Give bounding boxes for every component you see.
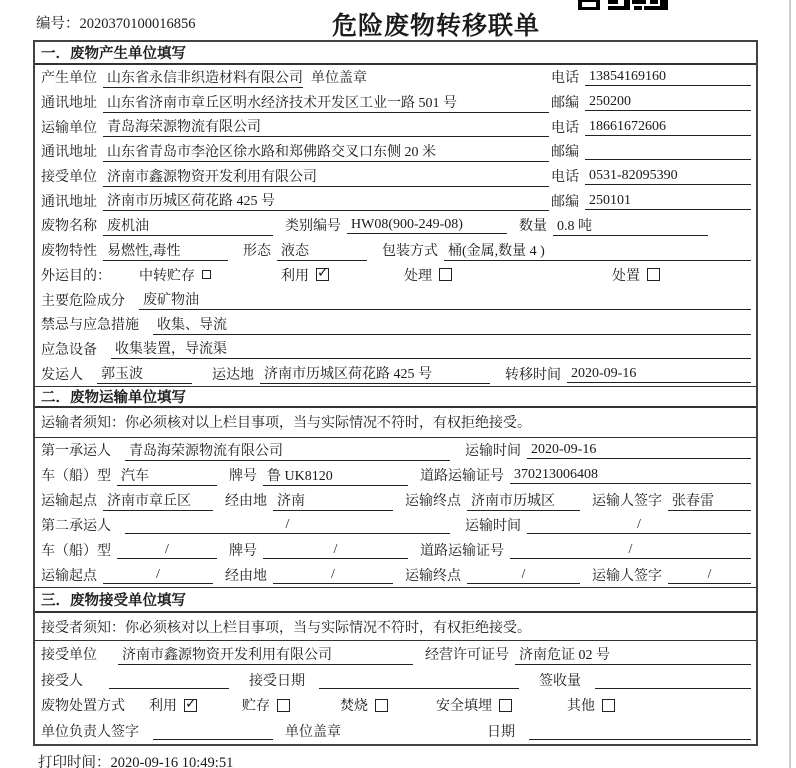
license-label: 道路运输证号: [420, 469, 504, 485]
checkbox-other: [602, 699, 615, 712]
field-value: 郭玉波: [97, 363, 192, 384]
plate-label: 牌号: [229, 544, 257, 560]
qty-value: 0.8 吨: [553, 215, 708, 236]
field-value: 山东省永信非织造材料有限公司: [103, 67, 303, 88]
field-value: 易燃性,毒性: [103, 240, 228, 261]
field-value: 废矿物油: [139, 289, 751, 310]
field-value: 山东省济南市章丘区明水经济技术开发区工业一路 501 号: [103, 92, 549, 113]
option-label: 处理: [404, 268, 432, 284]
row-accept-unit: [35, 641, 756, 667]
phone-value: 13854169160: [585, 68, 751, 86]
field-label: 发运人: [41, 367, 83, 383]
row-emergency-measures: [35, 312, 756, 337]
option-label: 利用: [281, 268, 309, 284]
checkbox-store: [277, 699, 290, 712]
print-time: [38, 751, 233, 768]
field-label: 接受单位: [41, 648, 97, 664]
via-label: 经由地: [225, 568, 267, 584]
row-shipper: [35, 361, 756, 386]
license-label: 道路运输证号: [420, 544, 504, 560]
doc-number-label: 编号：: [36, 16, 80, 32]
field-value: 济南市鑫源物资开发利用有限公司: [118, 644, 413, 665]
field-value: /: [117, 541, 217, 559]
row-emergency-equipment: [35, 337, 756, 362]
form-value: 液态: [277, 240, 367, 261]
dest-value: 济南市历城区荷花路 425 号: [260, 363, 490, 384]
field-label: 废物处置方式: [41, 699, 125, 715]
zip-label: 邮编: [551, 96, 579, 112]
section1-header: 一．废物产生单位填写: [35, 42, 756, 65]
end-label: 运输终点: [405, 568, 461, 584]
section3-notice: 接受者须知：你必须核对以上栏目事项，当与实际情况不符时，有权拒绝接受。: [35, 613, 756, 641]
row-first-carrier: [35, 438, 756, 463]
time-value: 2020-09-16: [527, 441, 751, 459]
option-dispose: [612, 265, 660, 285]
checkbox-dispose: [647, 268, 660, 281]
option-label: 焚烧: [340, 699, 368, 715]
sign-label: 运输人签字: [592, 568, 662, 584]
code-label: 类别编号: [285, 219, 341, 235]
field-label: 通讯地址: [41, 96, 97, 112]
row-receiver: [35, 164, 756, 189]
row-second-carrier: [35, 513, 756, 538]
qr-code-fragment: [578, 0, 668, 10]
field-label: 外运目的：: [41, 268, 111, 284]
dest-label: 运达地: [212, 367, 254, 383]
time-value: 2020-09-16: [567, 365, 751, 383]
row-disposal-method: [35, 693, 756, 719]
option-utilize: [149, 695, 197, 715]
field-label: 废物特性: [41, 244, 97, 260]
field-label: 第一承运人: [41, 444, 111, 460]
sign-value: 张春雷: [668, 490, 751, 511]
page-edge-line: [789, 0, 791, 768]
phone-label: 电话: [551, 71, 579, 87]
section3-rows: [35, 641, 756, 744]
row-route-1: [35, 488, 756, 513]
end-value: 济南市历城区: [467, 490, 580, 511]
checkbox-utilize: [316, 268, 329, 281]
phone-label: 电话: [551, 120, 579, 136]
page-title: 危险废物转移联单: [332, 12, 541, 40]
field-value: 收集、导流: [153, 314, 751, 335]
seal-label: 单位盖章: [285, 725, 341, 741]
field-value: 济南市鑫源物资开发利用有限公司: [103, 166, 549, 187]
field-label: 禁忌与应急措施: [41, 318, 139, 334]
field-value: 青岛海荣源物流有限公司: [103, 116, 549, 137]
option-label: 贮存: [242, 699, 270, 715]
zip-value: 250200: [585, 93, 751, 111]
field-value: 青岛海荣源物流有限公司: [125, 440, 450, 461]
row-vehicle-2: [35, 538, 756, 563]
row-responsible-signature: [35, 718, 756, 744]
field-value: /: [125, 516, 450, 534]
field-label: 车（船）型: [41, 469, 111, 485]
license-label: 经营许可证号: [425, 648, 509, 664]
field-label: 单位负责人签字: [41, 725, 139, 741]
option-landfill: [436, 695, 512, 715]
via-value: 济南: [273, 490, 393, 511]
option-transfer-storage: [139, 265, 211, 285]
field-label: 产生单位: [41, 71, 97, 87]
code-value: HW08(900-249-08): [347, 216, 507, 234]
option-store: [242, 695, 290, 715]
field-label: 接受单位: [41, 170, 97, 186]
checkbox-utilize: [184, 699, 197, 712]
option-label: 处置: [612, 268, 640, 284]
license-value: /: [510, 541, 751, 559]
checkbox-transfer-storage: [202, 270, 211, 279]
license-value: 370213006408: [510, 466, 751, 484]
field-label: 运输起点: [41, 568, 97, 584]
field-label: 主要危险成分: [41, 293, 125, 309]
phone-value: 18661672606: [585, 118, 751, 136]
row-receiver-address: [35, 188, 756, 213]
print-time-label: 打印时间：: [38, 755, 111, 768]
time-value: /: [527, 516, 751, 534]
seal-label: 单位盖章: [311, 71, 367, 87]
row-waste-traits: [35, 238, 756, 263]
option-label: 中转贮存: [139, 268, 195, 284]
row-vehicle-1: [35, 463, 756, 488]
section2-header: 二．废物运输单位填写: [35, 386, 756, 408]
pack-label: 包装方式: [382, 244, 438, 260]
field-value: 汽车: [117, 465, 217, 486]
zip-value: [585, 142, 751, 160]
field-label: 应急设备: [41, 342, 97, 358]
field-value: 山东省青岛市李沧区徐水路和郑佛路交叉口东侧 20 米: [103, 141, 549, 162]
field-label: 接受人: [41, 673, 83, 689]
option-other: [567, 695, 615, 715]
field-value: [109, 671, 229, 689]
doc-number-value: 2020370100016856: [79, 16, 196, 32]
field-label: 废物名称: [41, 219, 97, 235]
field-label: 运输单位: [41, 120, 97, 136]
section2-notice: 运输者须知：你必须核对以上栏目事项，当与实际情况不符时，有权拒绝接受。: [35, 408, 756, 438]
doc-number: [36, 12, 196, 33]
row-waste-name: [35, 213, 756, 238]
field-label: 通讯地址: [41, 145, 97, 161]
row-hazard-component: [35, 287, 756, 312]
date-value: [529, 722, 751, 740]
qty-value: [595, 671, 751, 689]
section3-header: 三．废物接受单位填写: [35, 587, 756, 613]
field-label: 第二承运人: [41, 519, 111, 535]
print-time-value: 2020-09-16 10:49:51: [110, 755, 234, 768]
row-transfer-purpose: [35, 263, 756, 288]
checkbox-landfill: [499, 699, 512, 712]
field-value: [153, 722, 273, 740]
field-label: 车（船）型: [41, 544, 111, 560]
end-value: /: [467, 566, 580, 584]
sign-value: /: [668, 566, 751, 584]
date-label: 日期: [487, 725, 515, 741]
row-route-2: [35, 563, 756, 588]
section1-rows: [35, 65, 756, 386]
field-value: 济南市章丘区: [103, 490, 213, 511]
qty-label: 数量: [519, 219, 547, 235]
form-label: 形态: [243, 244, 271, 260]
zip-label: 邮编: [551, 194, 579, 210]
option-label: 安全填埋: [436, 699, 492, 715]
plate-value: 鲁 UK8120: [263, 465, 408, 486]
date-label: 接受日期: [249, 673, 305, 689]
option-utilize: [281, 265, 329, 285]
field-label: 运输起点: [41, 494, 97, 510]
checkbox-incinerate: [375, 699, 388, 712]
qty-label: 签收量: [539, 673, 581, 689]
checkbox-treat: [439, 268, 452, 281]
phone-value: 0531-82095390: [585, 167, 751, 185]
phone-label: 电话: [551, 170, 579, 186]
field-value: 济南市历城区荷花路 425 号: [103, 190, 549, 211]
row-producer-address: [35, 90, 756, 115]
row-acceptor: [35, 667, 756, 693]
option-label: 利用: [149, 699, 177, 715]
date-value: [319, 671, 519, 689]
plate-value: /: [263, 541, 408, 559]
zip-label: 邮编: [551, 145, 579, 161]
row-producer: [35, 65, 756, 90]
pack-value: 桶(金属,数量 4 ): [444, 240, 751, 261]
plate-label: 牌号: [229, 469, 257, 485]
option-label: 其他: [567, 699, 595, 715]
time-label: 运输时间: [465, 444, 521, 460]
field-value: 废机油: [103, 215, 273, 236]
manifest-form-table: [33, 40, 758, 746]
via-label: 经由地: [225, 494, 267, 510]
option-treat: [404, 265, 452, 285]
license-value: 济南危证 02 号: [515, 644, 751, 665]
row-transporter-address: [35, 139, 756, 164]
field-value: 收集装置，导流渠: [111, 338, 751, 359]
option-incinerate: [340, 695, 388, 715]
via-value: /: [273, 566, 393, 584]
row-transporter: [35, 114, 756, 139]
time-label: 运输时间: [465, 519, 521, 535]
sign-label: 运输人签字: [592, 494, 662, 510]
field-value: /: [103, 566, 213, 584]
end-label: 运输终点: [405, 494, 461, 510]
time-label: 转移时间: [505, 367, 561, 383]
section2-rows: [35, 438, 756, 588]
zip-value: 250101: [585, 192, 751, 210]
field-label: 通讯地址: [41, 194, 97, 210]
